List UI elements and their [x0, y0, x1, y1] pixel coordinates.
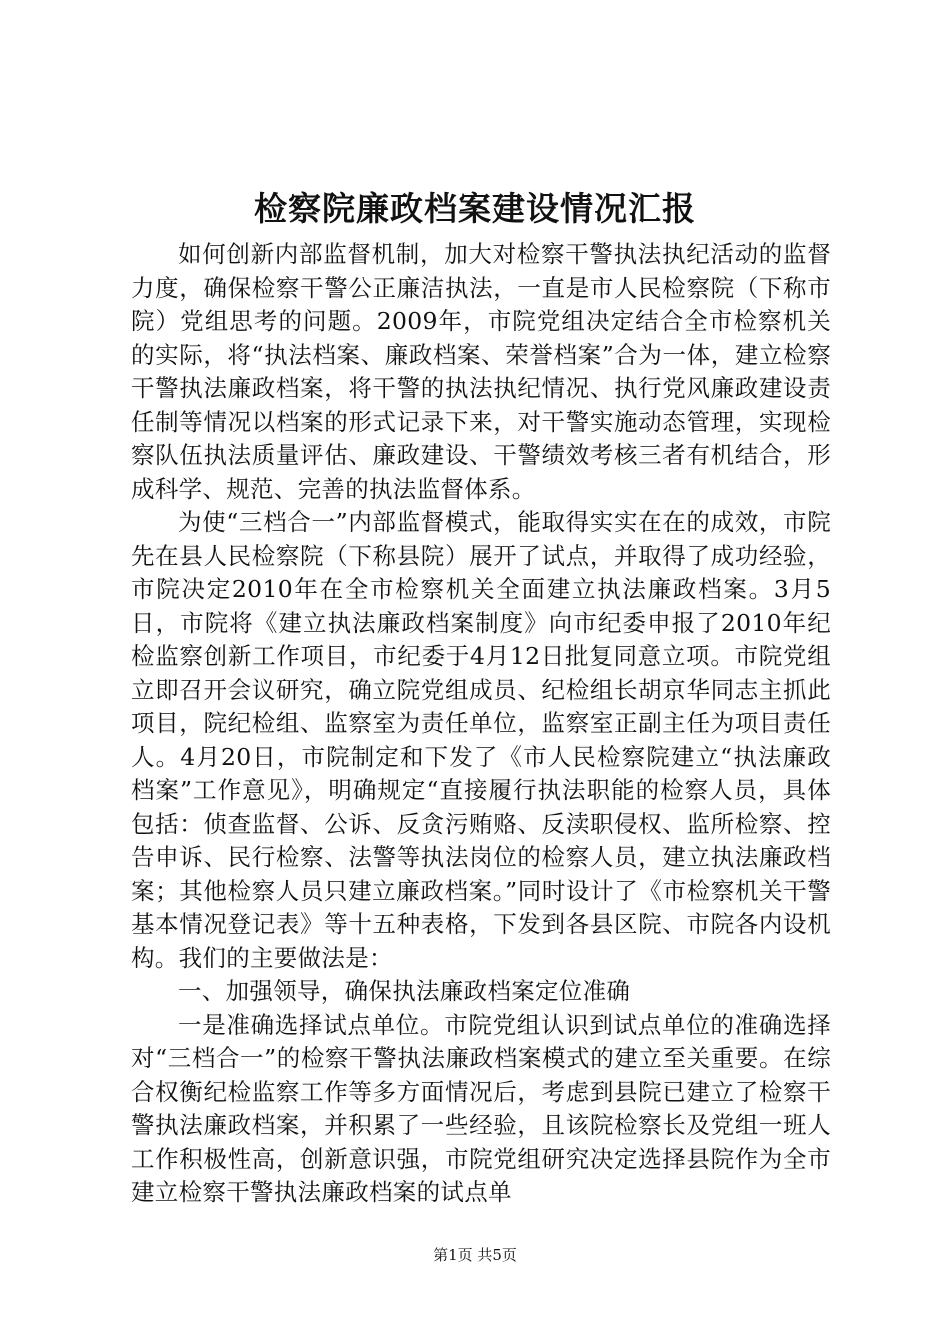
paragraph-select-pilot: 一是准确选择试点单位。市院党组认识到试点单位的准确选择对“三档合一”的检察干警执法廉政档案模式的建立至关重要。在综合权衡纪检监察工作等多方面情况后，考虑到县院已建立了检察干警执法廉政档案，并积累了一些经验，且该院检察长及党组一班人工作积极性高，创新意识强，市院党组研究决定选择县院作为全市建立检察干警执法廉政档案的试点单: [131, 1010, 831, 1206]
page-footer: 第1页 共5页: [433, 1246, 517, 1264]
document-title: 检察院廉政档案建设情况汇报: [254, 189, 696, 228]
section-heading-1: 一、加强领导，确保执法廉政档案定位准确: [178, 977, 631, 1005]
paragraph-pilot: 为使“三档合一”内部监督模式，能取得实实在在的成效，市院先在县人民检察院（下称县院）展开了试点，并取得了成功经验，市院决定2010年在全市检察机关全面建立执法廉政档案。3月5日，市院将《建立执法廉政档案制度》向市纪委申报了2010年纪检监察创新工作项目，市纪委于4月12日批复同意立项。市院党组立即召开会议研究，确立院党组成员、纪检组长胡京华同志主抓此项目，院纪检组、监察室为责任单位，监察室正副主任为项目责任人。4月20日，市院制定和下发了《市人民检察院建立“执法廉政档案”工作意见》，明确规定“直接履行执法职能的检察人员，具体包括：侦查监督、公诉、反贪污贿赂、反渎职侵权、监所检察、控告申诉、民行检察、法警等执法岗位的检察人员，建立执法廉政档案；其他检察人员只建立廉政档案。”同时设计了《市检察机关干警基本情况登记表》等十五种表格，下发到各县区院、市院各内设机构。我们的主要做法是：: [131, 508, 831, 972]
document-body: [131, 238, 831, 1210]
paragraph-intro: 如何创新内部监督机制，加大对检察干警执法执纪活动的监督力度，确保检察干警公正廉洁执法，一直是市人民检察院（下称市院）党组思考的问题。2009年，市院党组决定结合全市检察机关的实际，将“执法档案、廉政档案、荣誉档案”合为一体，建立检察干警执法廉政档案，将干警的执法执纪情况、执行党风廉政建设责任制等情况以档案的形式记录下来，对干警实施动态管理，实现检察队伍执法质量评估、廉政建设、干警绩效考核三者有机结合，形成科学、规范、完善的执法监督体系。: [131, 240, 831, 503]
